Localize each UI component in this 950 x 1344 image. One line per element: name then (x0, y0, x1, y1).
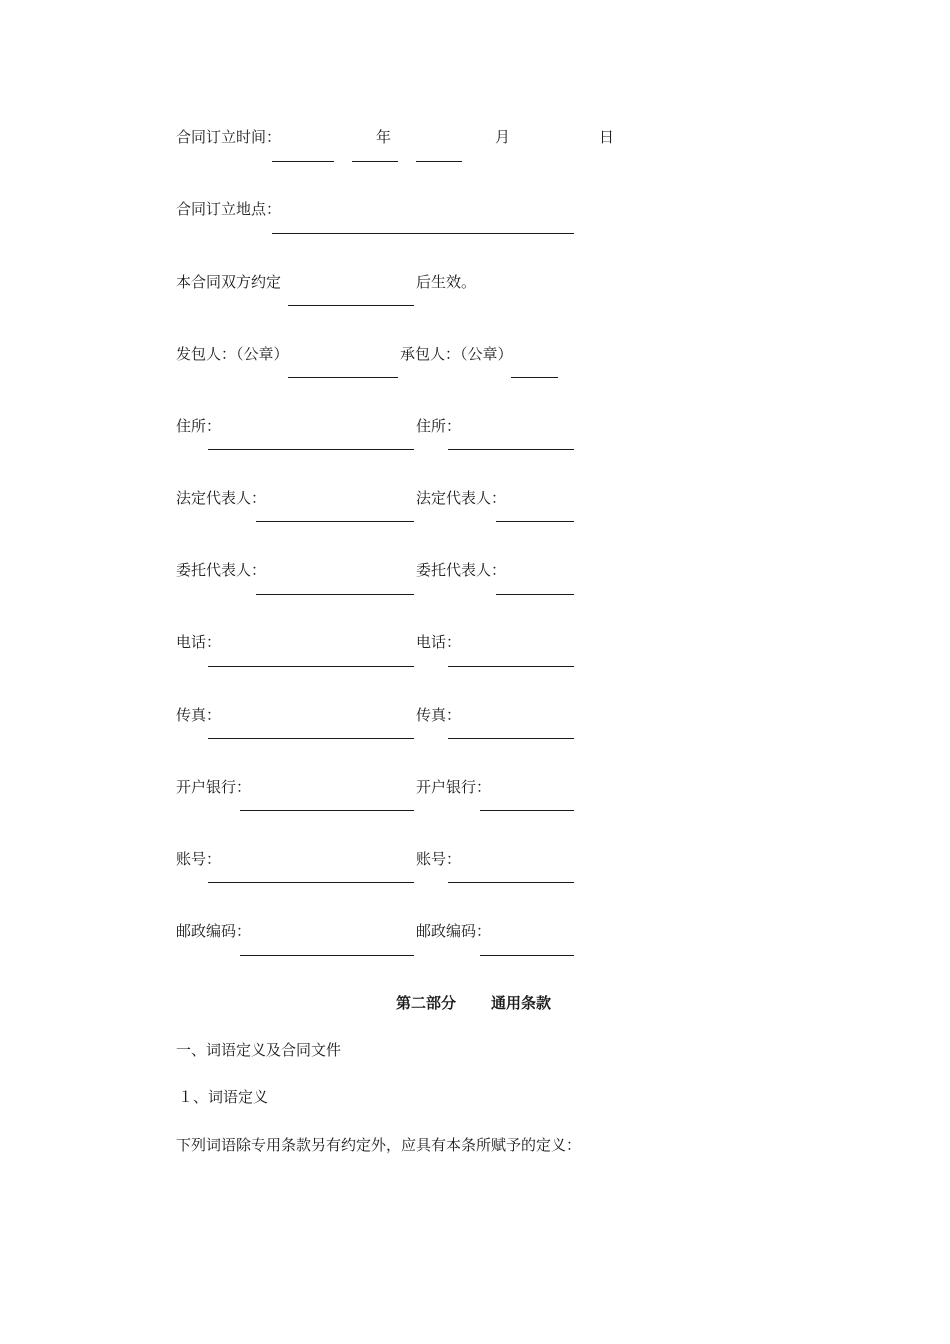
definitions-intro: 下列词语除专用条款另有约定外，应具有本条所赋予的定义： (176, 1136, 582, 1154)
contractor-postcode-line[interactable] (480, 955, 574, 956)
employer-phone-line[interactable] (208, 666, 414, 667)
place-blank-line[interactable] (272, 233, 574, 234)
employer-fax-line[interactable] (208, 738, 414, 739)
employer-postcode-line[interactable] (240, 955, 414, 956)
effective-suffix: 后生效。 (416, 273, 477, 291)
employer-bank-label: 开户银行： (176, 778, 252, 796)
month-blank-line[interactable] (416, 161, 462, 162)
employer-postcode-label: 邮政编码： (176, 922, 252, 940)
contractor-agent-line[interactable] (496, 594, 574, 595)
contract-place-label: 合同订立地点： (176, 200, 282, 218)
contractor-legal-rep-label: 法定代表人： (416, 489, 507, 507)
employer-legal-rep-label: 法定代表人： (176, 489, 267, 507)
employer-address-label: 住所： (176, 417, 222, 435)
contractor-phone-label: 电话： (416, 633, 462, 651)
contract-date-label: 合同订立时间： (176, 128, 282, 146)
contractor-address-label: 住所： (416, 417, 462, 435)
contractor-address-line[interactable] (448, 449, 574, 450)
employer-account-label: 账号： (176, 850, 222, 868)
contractor-seal-label: 承包人：（公章） (400, 345, 513, 363)
year-label: 年 (376, 128, 392, 146)
contractor-legal-rep-line[interactable] (496, 521, 574, 522)
contractor-phone-line[interactable] (448, 666, 574, 667)
year-blank-line[interactable] (352, 161, 398, 162)
contractor-fax-label: 传真： (416, 706, 462, 724)
employer-address-line[interactable] (208, 449, 414, 450)
section-heading: 一、词语定义及合同文件 (176, 1041, 342, 1059)
part-two-title: 通用条款 (491, 994, 552, 1012)
contractor-bank-line[interactable] (480, 810, 574, 811)
date-blank-line[interactable] (272, 161, 334, 162)
month-label: 月 (495, 128, 511, 146)
effective-blank-line[interactable] (288, 305, 414, 306)
contractor-account-label: 账号： (416, 850, 462, 868)
employer-account-line[interactable] (208, 882, 414, 883)
subsection-heading: １、词语定义 (178, 1088, 269, 1106)
employer-legal-rep-line[interactable] (256, 521, 414, 522)
contractor-postcode-label: 邮政编码： (416, 922, 492, 940)
contractor-agent-label: 委托代表人： (416, 561, 507, 579)
contractor-account-line[interactable] (448, 882, 574, 883)
employer-bank-line[interactable] (240, 810, 414, 811)
employer-seal-label: 发包人：（公章） (176, 345, 289, 363)
effective-prefix: 本合同双方约定 (176, 273, 282, 291)
employer-agent-line[interactable] (256, 594, 414, 595)
contractor-bank-label: 开户银行： (416, 778, 492, 796)
employer-agent-label: 委托代表人： (176, 561, 267, 579)
employer-fax-label: 传真： (176, 706, 222, 724)
employer-phone-label: 电话： (176, 633, 222, 651)
contractor-seal-line[interactable] (511, 377, 558, 378)
employer-seal-line[interactable] (288, 377, 398, 378)
part-two-label: 第二部分 (396, 994, 457, 1012)
contractor-fax-line[interactable] (448, 738, 574, 739)
day-label: 日 (599, 128, 615, 146)
